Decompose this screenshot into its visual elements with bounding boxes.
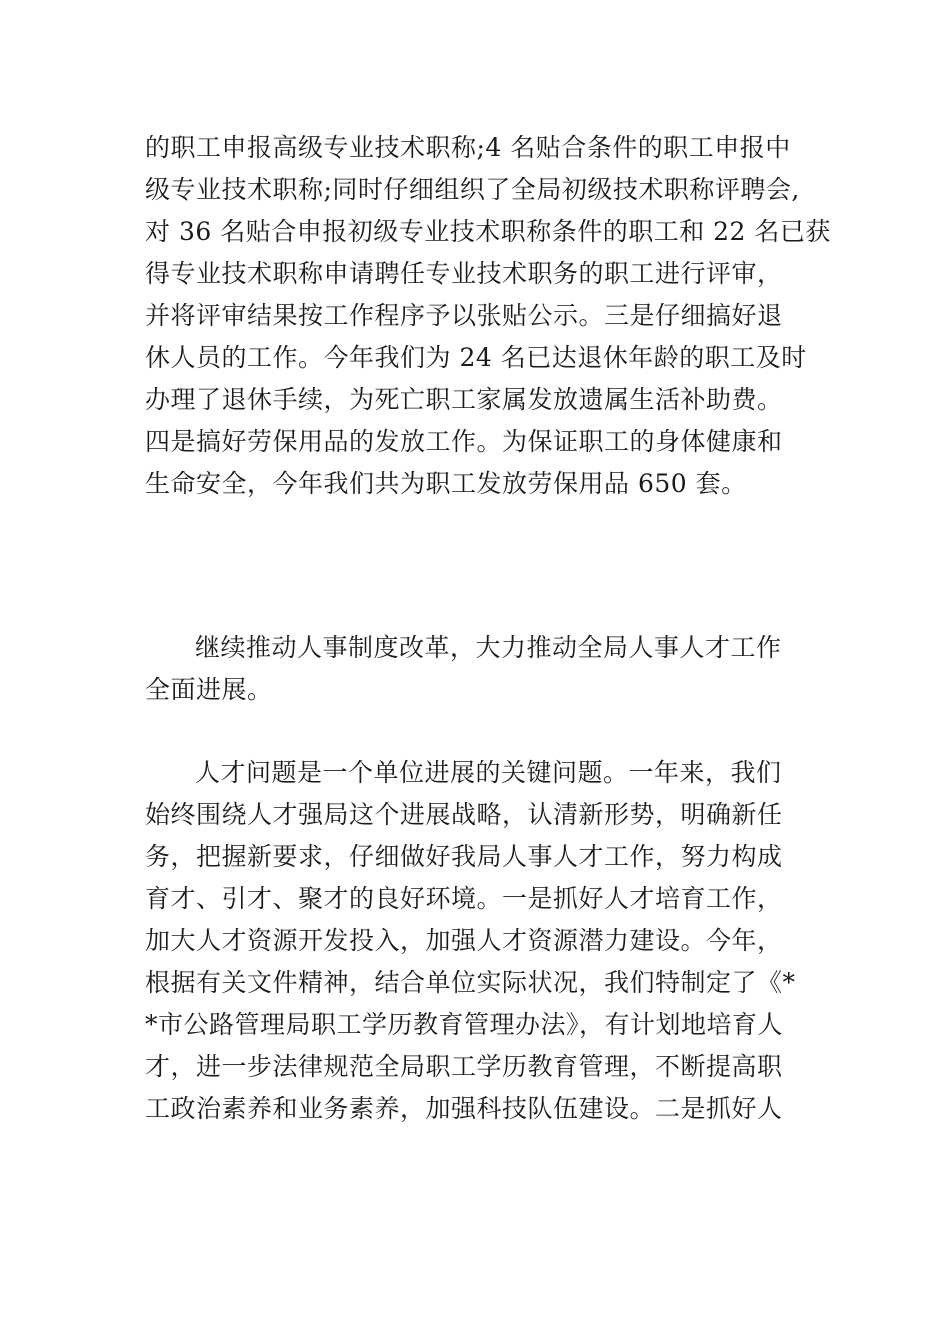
text-line: 全面进展。 bbox=[145, 675, 273, 704]
text-line: 得专业技术职称申请聘任专业技术职务的职工进行评审， bbox=[145, 259, 783, 288]
text-line: 的职工申报高级专业技术职称;4 名贴合条件的职工申报中 bbox=[145, 133, 791, 162]
text-line: 人才问题是一个单位进展的关键问题。一年来，我们 bbox=[195, 758, 782, 787]
text-line: 办理了退休手续，为死亡职工家属发放遗属生活补助费。 bbox=[145, 385, 783, 414]
paragraph-reform-heading bbox=[145, 627, 807, 711]
text-line: *市公路管理局职工学历教育管理办法》，有计划地培育人 bbox=[145, 1010, 784, 1039]
text-line: 并将评审结果按工作程序予以张贴公示。三是仔细搞好退 bbox=[145, 301, 783, 330]
text-line: 工政治素养和业务素养，加强科技队伍建设。二是抓好人 bbox=[145, 1094, 783, 1123]
text-line: 四是搞好劳保用品的发放工作。为保证职工的身体健康和 bbox=[145, 427, 783, 456]
text-line: 对 36 名贴合申报初级专业技术职称条件的职工和 22 名已获 bbox=[145, 217, 831, 246]
text-line: 生命安全，今年我们共为职工发放劳保用品 650 套。 bbox=[145, 469, 747, 498]
text-line: 始终围绕人才强局这个进展战略，认清新形势，明确新任 bbox=[145, 800, 783, 829]
paragraph-talent-work bbox=[145, 752, 807, 1130]
text-line: 务，把握新要求，仔细做好我局人事人才工作，努力构成 bbox=[145, 842, 783, 871]
text-line: 育才、引才、聚才的良好环境。一是抓好人才培育工作， bbox=[145, 884, 783, 913]
text-line: 休人员的工作。今年我们为 24 名已达退休年龄的职工及时 bbox=[145, 343, 807, 372]
text-line: 级专业技术职称;同时仔细组织了全局初级技术职称评聘会, bbox=[145, 175, 800, 204]
text-line: 才，进一步法律规范全局职工学历教育管理，不断提高职 bbox=[145, 1052, 783, 1081]
text-line: 根据有关文件精神，结合单位实际状况，我们特制定了《* bbox=[145, 968, 796, 997]
text-line: 加大人才资源开发投入，加强人才资源潜力建设。今年， bbox=[145, 926, 783, 955]
text-line: 继续推动人事制度改革，大力推动全局人事人才工作 bbox=[195, 633, 782, 662]
paragraph-staff-titles bbox=[145, 127, 831, 505]
